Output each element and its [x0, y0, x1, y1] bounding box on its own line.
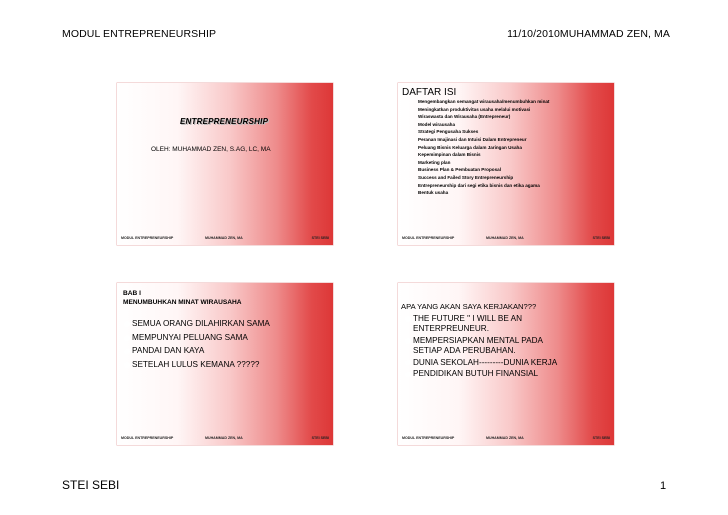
- toc-item: [398, 174, 614, 182]
- slide-footer-module: MODUL ENTREPRENEURSHIP: [121, 236, 174, 240]
- toc-item: [398, 151, 614, 159]
- toc-text: Entrepreneurship dari segi etika bisnis dan etika agama: [418, 182, 540, 188]
- slide-title: [117, 83, 333, 245]
- toc-text: Wiraswasta dan Wirausaha (Entrepreneur): [418, 114, 511, 120]
- toc-item: [398, 106, 614, 114]
- toc-number: 2.: [406, 106, 410, 112]
- slide-footer: [121, 434, 329, 444]
- toc-item: [398, 128, 614, 136]
- bullet-text-continued: SETIAP ADA PERUBAHAN.: [413, 345, 516, 355]
- bullet-text: DUNIA SEKOLAH---------DUNIA KERJA: [413, 357, 558, 367]
- toc-number: 5.: [406, 129, 410, 135]
- slide-footer-module: MODUL ENTREPRENEURSHIP: [121, 436, 174, 440]
- slide-footer-author: MUHAMMAD ZEN, MA: [205, 236, 243, 240]
- toc-number: 10.: [403, 167, 410, 173]
- slide-footer: [402, 434, 610, 444]
- slide-title-author: OLEH: MUHAMMAD ZEN, S.AG, LC, MA: [151, 146, 271, 153]
- bullet-item: [117, 319, 333, 329]
- bullet-item: [117, 333, 333, 343]
- toc-text: Business Plan & Pembuatan Proposal: [418, 167, 501, 173]
- toc-text: Peluang Bisnis Keluarga dalam Jaringan Usaha: [418, 144, 522, 150]
- bullet-item: [398, 358, 614, 368]
- toc-item: [398, 166, 614, 174]
- toc-number: 1.: [406, 99, 410, 104]
- toc-number: 13.: [403, 190, 410, 196]
- bullet-icon: [124, 362, 130, 368]
- bullet-icon: [405, 360, 411, 366]
- slide-footer-author: MUHAMMAD ZEN, MA: [205, 436, 243, 440]
- toc-item: [398, 113, 614, 121]
- bullet-item: [117, 360, 333, 370]
- slide-footer: [402, 234, 610, 244]
- toc-number: 11.: [403, 174, 410, 180]
- toc-text: Peranan Imajinasi dan Intuisi Dalam Entrepreneur: [418, 136, 527, 142]
- bullet-item: [117, 346, 333, 356]
- bullet-icon: [405, 338, 411, 344]
- toc-text: Model wirausaha: [418, 121, 456, 127]
- slide-heading: APA YANG AKAN SAYA KERJAKAN???: [401, 302, 537, 311]
- toc-text: Kepemimpinan dalam Bisnis: [418, 152, 481, 158]
- slide-footer-author: MUHAMMAD ZEN, MA: [486, 236, 524, 240]
- bullet-text: SETELAH LULUS KEMANA ?????: [132, 360, 260, 370]
- toc-item: [398, 136, 614, 144]
- slide-footer-institution: STEI SEBI: [592, 436, 610, 440]
- toc-list: [398, 98, 614, 197]
- bullet-text: THE FUTURE " I WILL BE AN: [413, 314, 523, 323]
- toc-item: [398, 98, 614, 106]
- toc-text: Marketing plan: [418, 159, 451, 165]
- slide-footer: [121, 234, 329, 244]
- slide-future-plans: [398, 283, 614, 445]
- page-number: 1: [660, 480, 667, 492]
- toc-item: [398, 182, 614, 190]
- slide-footer-module: MODUL ENTREPRENEURSHIP: [402, 236, 455, 240]
- bullet-text: PANDAI DAN KAYA: [132, 346, 205, 356]
- toc-text: Strategi Pengusaha Sukses: [418, 129, 479, 135]
- chapter-title: MENUMBUHKAN MINAT WIRAUSAHA: [123, 298, 242, 306]
- bullet-item: [398, 314, 614, 334]
- slide-footer-institution: STEI SEBI: [592, 236, 610, 240]
- bullet-text: MEMPERSIAPKAN MENTAL PADA: [413, 335, 543, 345]
- bullet-icon: [405, 372, 411, 378]
- bullet-item: [398, 336, 614, 356]
- toc-number: 7.: [406, 144, 410, 150]
- slide-chapter-one: [117, 283, 333, 445]
- toc-item: [398, 144, 614, 152]
- slide-footer-institution: STEI SEBI: [311, 236, 329, 240]
- toc-number: 12.: [403, 182, 410, 188]
- toc-text: Bentuk usaha: [418, 190, 449, 196]
- toc-number: 4.: [406, 121, 410, 127]
- toc-number: 9.: [406, 159, 410, 165]
- toc-item: [398, 159, 614, 167]
- bullet-list: [398, 314, 614, 381]
- chapter-number: BAB I: [123, 290, 141, 297]
- toc-number: 6.: [406, 136, 410, 142]
- toc-text: Meningkatkan produktivitas usaha melalui motivasi: [418, 106, 531, 112]
- slide-footer-module: MODUL ENTREPRENEURSHIP: [402, 436, 455, 440]
- bullet-icon: [405, 316, 411, 322]
- slide-footer-author: MUHAMMAD ZEN, MA: [486, 436, 524, 440]
- toc-text: Mengembangkan semangat wirausaha/menumbuhkan minat: [418, 99, 550, 104]
- bullet-icon: [124, 335, 130, 341]
- slide-title-heading: ENTREPRENEURSHIP: [180, 117, 269, 126]
- toc-title: DAFTAR ISI: [402, 87, 457, 98]
- toc-item: [398, 189, 614, 197]
- slide-table-of-contents: [398, 83, 614, 245]
- bullet-icon: [124, 321, 130, 327]
- slide-footer-institution: STEI SEBI: [311, 436, 329, 440]
- chapter-heading: [123, 290, 242, 307]
- document-footer-institution: STEI SEBI: [62, 478, 120, 492]
- bullet-list: [117, 319, 333, 374]
- bullet-text: PENDIDIKAN BUTUH FINANSIAL: [413, 369, 539, 379]
- bullet-item: [398, 369, 614, 379]
- bullet-text: MEMPUNYAI PELUANG SAMA: [132, 332, 248, 342]
- bullet-icon: [124, 349, 130, 355]
- toc-item: [398, 121, 614, 129]
- toc-text: Success and Failed Story Entrepreneurship: [418, 174, 514, 180]
- bullet-text-continued: ENTERPREUNEUR.: [413, 324, 489, 333]
- document-header-date-author: 11/10/2010MUHAMMAD ZEN, MA: [507, 28, 670, 40]
- bullet-text: SEMUA ORANG DILAHIRKAN SAMA: [132, 319, 270, 328]
- toc-number: 3.: [406, 114, 410, 120]
- document-header-title: MODUL ENTREPRENEURSHIP: [62, 28, 217, 40]
- toc-number: 8.: [406, 152, 410, 158]
